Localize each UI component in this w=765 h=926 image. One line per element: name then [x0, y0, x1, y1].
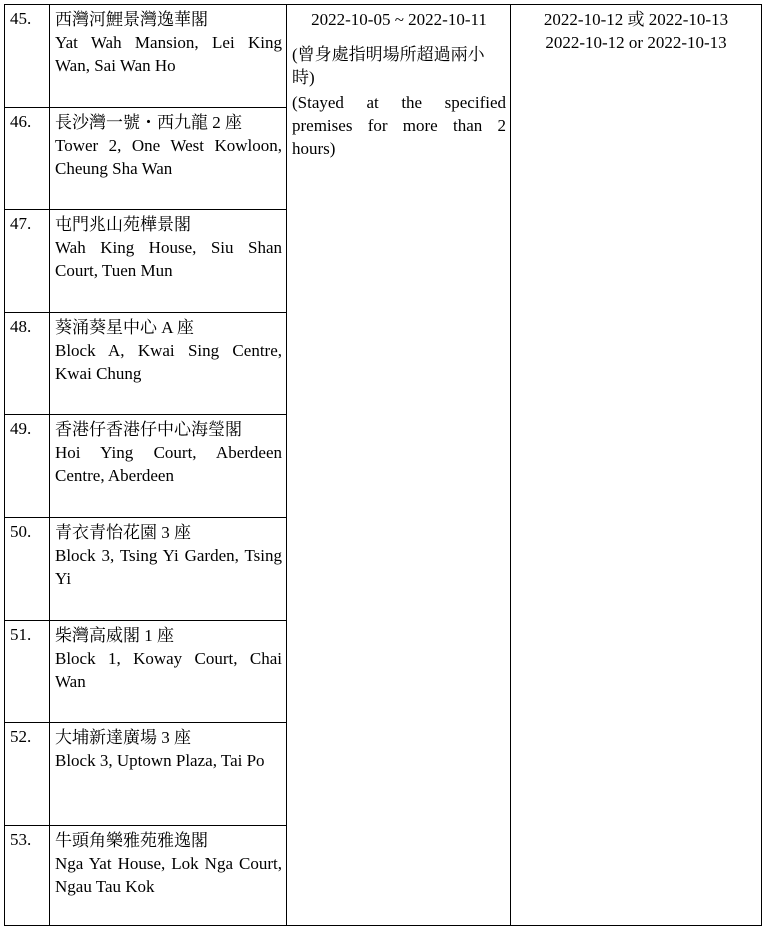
stay-note-en: (Stayed at the specified premises for more than 2 hours): [292, 93, 506, 158]
premises-name-zh: 牛頭角樂雅苑雅逸閣: [55, 830, 208, 850]
specified-premises-table: [4, 4, 762, 926]
premises-name-zh: 柴灣高威閣 1 座: [55, 625, 174, 645]
visit-date-cell: [287, 5, 511, 926]
premises-name-zh: 青衣青怡花園 3 座: [55, 522, 191, 542]
row-number: 53.: [5, 825, 50, 925]
premises-name-cell: [50, 5, 287, 108]
row-number: 50.: [5, 517, 50, 620]
premises-name-zh: 香港仔香港仔中心海瑩閣: [55, 420, 242, 440]
row-number: 47.: [5, 210, 50, 313]
premises-name-cell: [50, 825, 287, 925]
premises-name-cell: [50, 415, 287, 518]
premises-name-cell: [50, 210, 287, 313]
row-number: 49.: [5, 415, 50, 518]
row-number: 48.: [5, 312, 50, 415]
test-date-en: 2022-10-12 or 2022-10-13: [545, 33, 727, 52]
premises-name-en: Wah King House, Siu Shan Court, Tuen Mun: [55, 238, 282, 281]
premises-name-en: Tower 2, One West Kowloon, Cheung Sha Wan: [55, 135, 282, 178]
premises-name-en: Hoi Ying Court, Aberdeen Centre, Aberdeen: [55, 443, 282, 486]
premises-name-en: Block 1, Koway Court, Chai Wan: [55, 648, 282, 691]
premises-name-en: Block 3, Uptown Plaza, Tai Po: [55, 751, 265, 771]
test-date-zh: 2022-10-12 或 2022-10-13: [543, 10, 729, 29]
premises-name-zh: 長沙灣一號・西九龍 2 座: [55, 112, 242, 132]
visit-date-range: 2022-10-05 ~ 2022-10-11: [311, 10, 487, 29]
table-row: [5, 5, 762, 108]
row-number: 52.: [5, 723, 50, 826]
row-number: 45.: [5, 5, 50, 108]
premises-name-en: Block A, Kwai Sing Centre, Kwai Chung: [55, 340, 282, 383]
premises-name-cell: [50, 723, 287, 826]
premises-name-zh: 屯門兆山苑樺景閣: [55, 215, 191, 235]
stay-note-zh: (曾身處指明場所超過兩小時): [292, 45, 485, 87]
premises-name-en: Block 3, Tsing Yi Garden, Tsing Yi: [55, 545, 282, 588]
premises-name-en: Nga Yat House, Lok Nga Court, Ngau Tau Kok: [55, 853, 282, 896]
premises-name-cell: [50, 517, 287, 620]
row-number: 46.: [5, 107, 50, 210]
premises-name-zh: 葵涌葵星中心 A 座: [55, 317, 194, 337]
premises-name-cell: [50, 620, 287, 723]
premises-name-en: Yat Wah Mansion, Lei King Wan, Sai Wan Ho: [55, 33, 282, 75]
premises-name-cell: [50, 312, 287, 415]
premises-name-zh: 大埔新達廣場 3 座: [55, 728, 191, 748]
row-number: 51.: [5, 620, 50, 723]
premises-name-zh: 西灣河鯉景灣逸華閣: [55, 10, 208, 29]
premises-name-cell: [50, 107, 287, 210]
test-date-cell: [511, 5, 762, 926]
